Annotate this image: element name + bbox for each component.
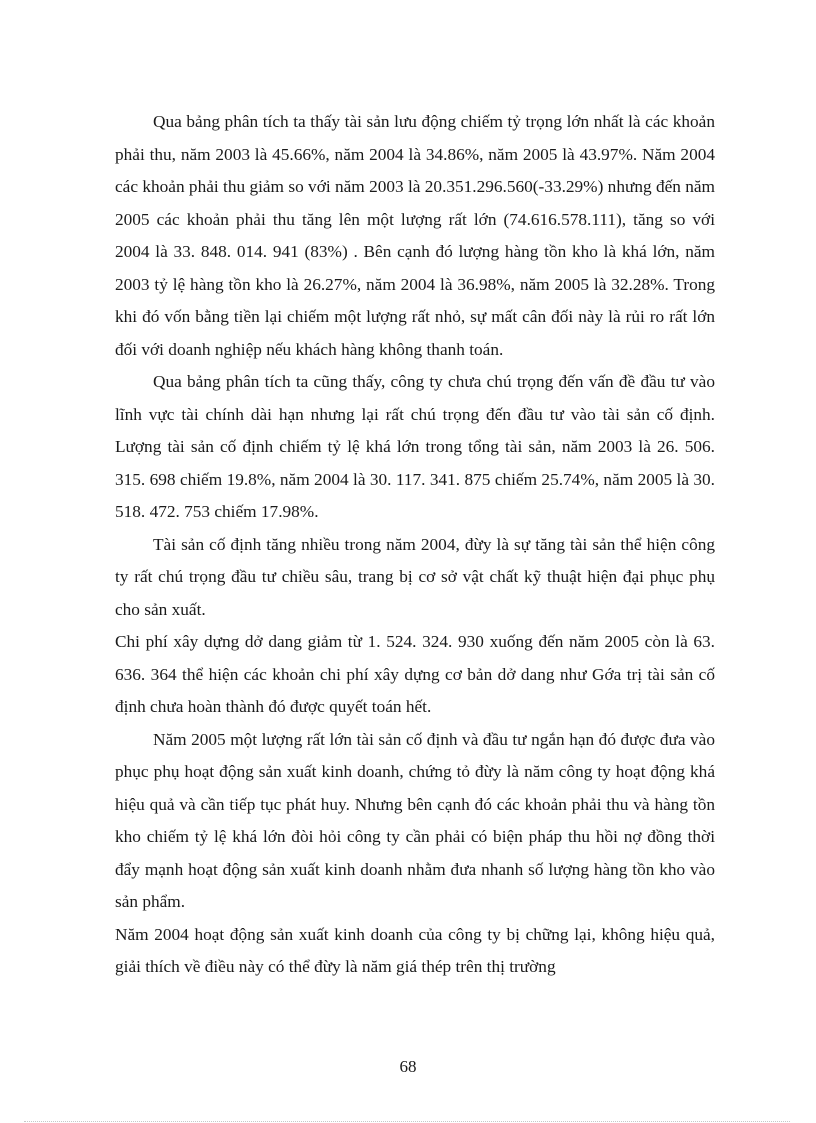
bottom-divider: [24, 1121, 790, 1122]
paragraph-year-2005: Năm 2005 một lượng rất lớn tài sản cố định và đầu tư ngắn hạn đó được đưa vào phục phụ hoạt động sản xuất kinh doanh, chứng tỏ đừy là năm công ty hoạt động khá hiệu quả và cần tiếp tục phát huy. Nhưng bên cạnh đó các khoản phải thu và hàng tồn kho chiếm tỷ lệ khá lớn đòi hỏi công ty cần phải có biện pháp thu hồi nợ đồng thời đẩy mạnh hoạt động sản xuất kinh doanh nhằm đưa nhanh số lượng hàng tồn kho vào sản phẩm.: [115, 729, 715, 911]
body-text: [115, 106, 715, 984]
page-number: 68: [399, 1057, 417, 1076]
paragraph-fixed-assets-increase: Tài sản cố định tăng nhiều trong năm 2004, đừy là sự tăng tài sản thể hiện công ty rất chú trọng đầu tư chiều sâu, trang bị cơ sở vật chất kỹ thuật hiện đại phục phụ cho sản xuất.: [115, 534, 715, 619]
paragraph-year-2004: Năm 2004 hoạt động sản xuất kinh doanh của công ty bị chững lại, không hiệu quả, giải thích về điều này có thể đừy là năm giá thép trên thị trường: [115, 924, 715, 976]
paragraph-current-assets: Qua bảng phân tích ta thấy tài sản lưu động chiếm tỷ trọng lớn nhất là các khoản phải thu, năm 2003 là 45.66%, năm 2004 là 34.86%, năm 2005 là 43.97%. Năm 2004 các khoản phải thu giảm so với năm 2003 là 20.351.296.560(-33.29%) nhưng đến năm 2005 các khoản phải thu tăng lên một lượng rất lớn (74.616.578.111), tăng so với 2004 là 33. 848. 014. 941 (83%) . Bên cạnh đó lượng hàng tồn kho là khá lớn, năm 2003 tỷ lệ hàng tồn kho là 26.27%, năm 2004 là 36.98%, năm 2005 là 32.28%. Trong khi đó vốn bằng tiền lại chiếm một lượng rất nhỏ, sự mất cân đối này là rủi ro rất lớn đối với doanh nghiệp nếu khách hàng không thanh toán.: [115, 112, 715, 359]
paragraph-long-term-investment: Qua bảng phân tích ta cũng thấy, công ty chưa chú trọng đến vấn đề đầu tư vào lĩnh vực tài chính dài hạn nhưng lại rất chú trọng đến đầu tư vào tài sản cố định. Lượng tài sản cố định chiếm tỷ lệ khá lớn trong tổng tài sản, năm 2003 là 26. 506. 315. 698 chiếm 19.8%, năm 2004 là 30. 117. 341. 875 chiếm 25.74%, năm 2005 là 30. 518. 472. 753 chiếm 17.98%.: [115, 372, 715, 521]
paragraph-construction-in-progress: Chi phí xây dựng dở dang giảm từ 1. 524. 324. 930 xuống đến năm 2005 còn là 63. 636. 364 thể hiện các khoản chi phí xây dựng cơ bản dở dang như Gớa trị tài sản cố định chưa hoàn thành đó được quyết toán hết.: [115, 632, 715, 716]
